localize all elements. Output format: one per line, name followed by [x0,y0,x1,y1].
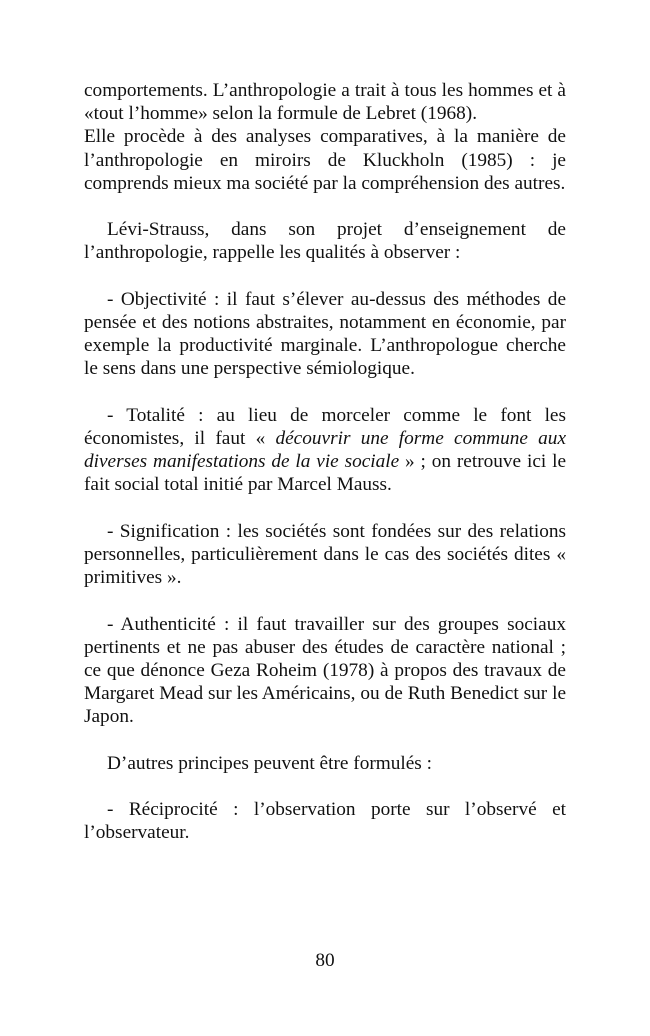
paragraph-objectivite: - Objectivité : il faut s’élever au-dessus des méthodes de pensée et des notions abstraites, notamment en économie, par exemple la productivité marginale. L’anthropologue cherche le sens dans une perspective sémiologique. [84,288,566,380]
totalite-text-after: » ; on retrouve ici le fait social total initié par Marcel Mauss. [84,451,567,496]
page-body [84,79,566,845]
paragraph-gap [84,195,566,218]
paragraph-totalite [84,404,566,497]
paragraph-gap [84,729,566,752]
paragraph-gap [84,775,566,798]
paragraph-signification: - Signification : les sociétés sont fondées sur des relations personnelles, particulièrement dans le cas des sociétés dites « primitives ». [84,520,566,589]
totalite-text-before: - Totalité : au lieu de morceler comme le font les économistes, il faut « [84,404,566,449]
page-number: 80 [315,950,335,971]
paragraph-autres-principes: D’autres principes peuvent être formulés : [107,752,432,774]
paragraph-anthropology-scope: comportements. L’anthropologie a trait à tous les hommes et à «tout l’homme» selon la formule de Lebret (1968). [84,80,566,125]
totalite-quotation: découvrir une forme commune aux diverses manifestations de la vie sociale [84,428,566,473]
paragraph-comparative-analysis: Elle procède à des analyses comparatives, à la manière de l’anthropologie en miroirs de Kluckholn (1985) : je comprends mieux ma société par la compréhension des autres. [84,126,566,194]
paragraph-gap [84,265,566,288]
paragraph-gap [84,497,566,520]
paragraph-levi-strauss-intro: Lévi-Strauss, dans son projet d’enseignement de l’anthropologie, rappelle les qualités à observer : [84,219,566,264]
paragraph-gap [84,381,566,404]
paragraph-authenticite: - Authenticité : il faut travailler sur des groupes sociaux pertinents et ne pas abuser des études de caractère national ; ce que dénonce Geza Roheim (1978) à propos des travaux de Margaret Mead sur les Américains, ou de Ruth Benedict sur le Japon. [84,613,566,728]
paragraph-reciprocite: - Réciprocité : l’observation porte sur l’observé et l’observateur. [84,799,566,844]
paragraph-gap [84,589,566,612]
